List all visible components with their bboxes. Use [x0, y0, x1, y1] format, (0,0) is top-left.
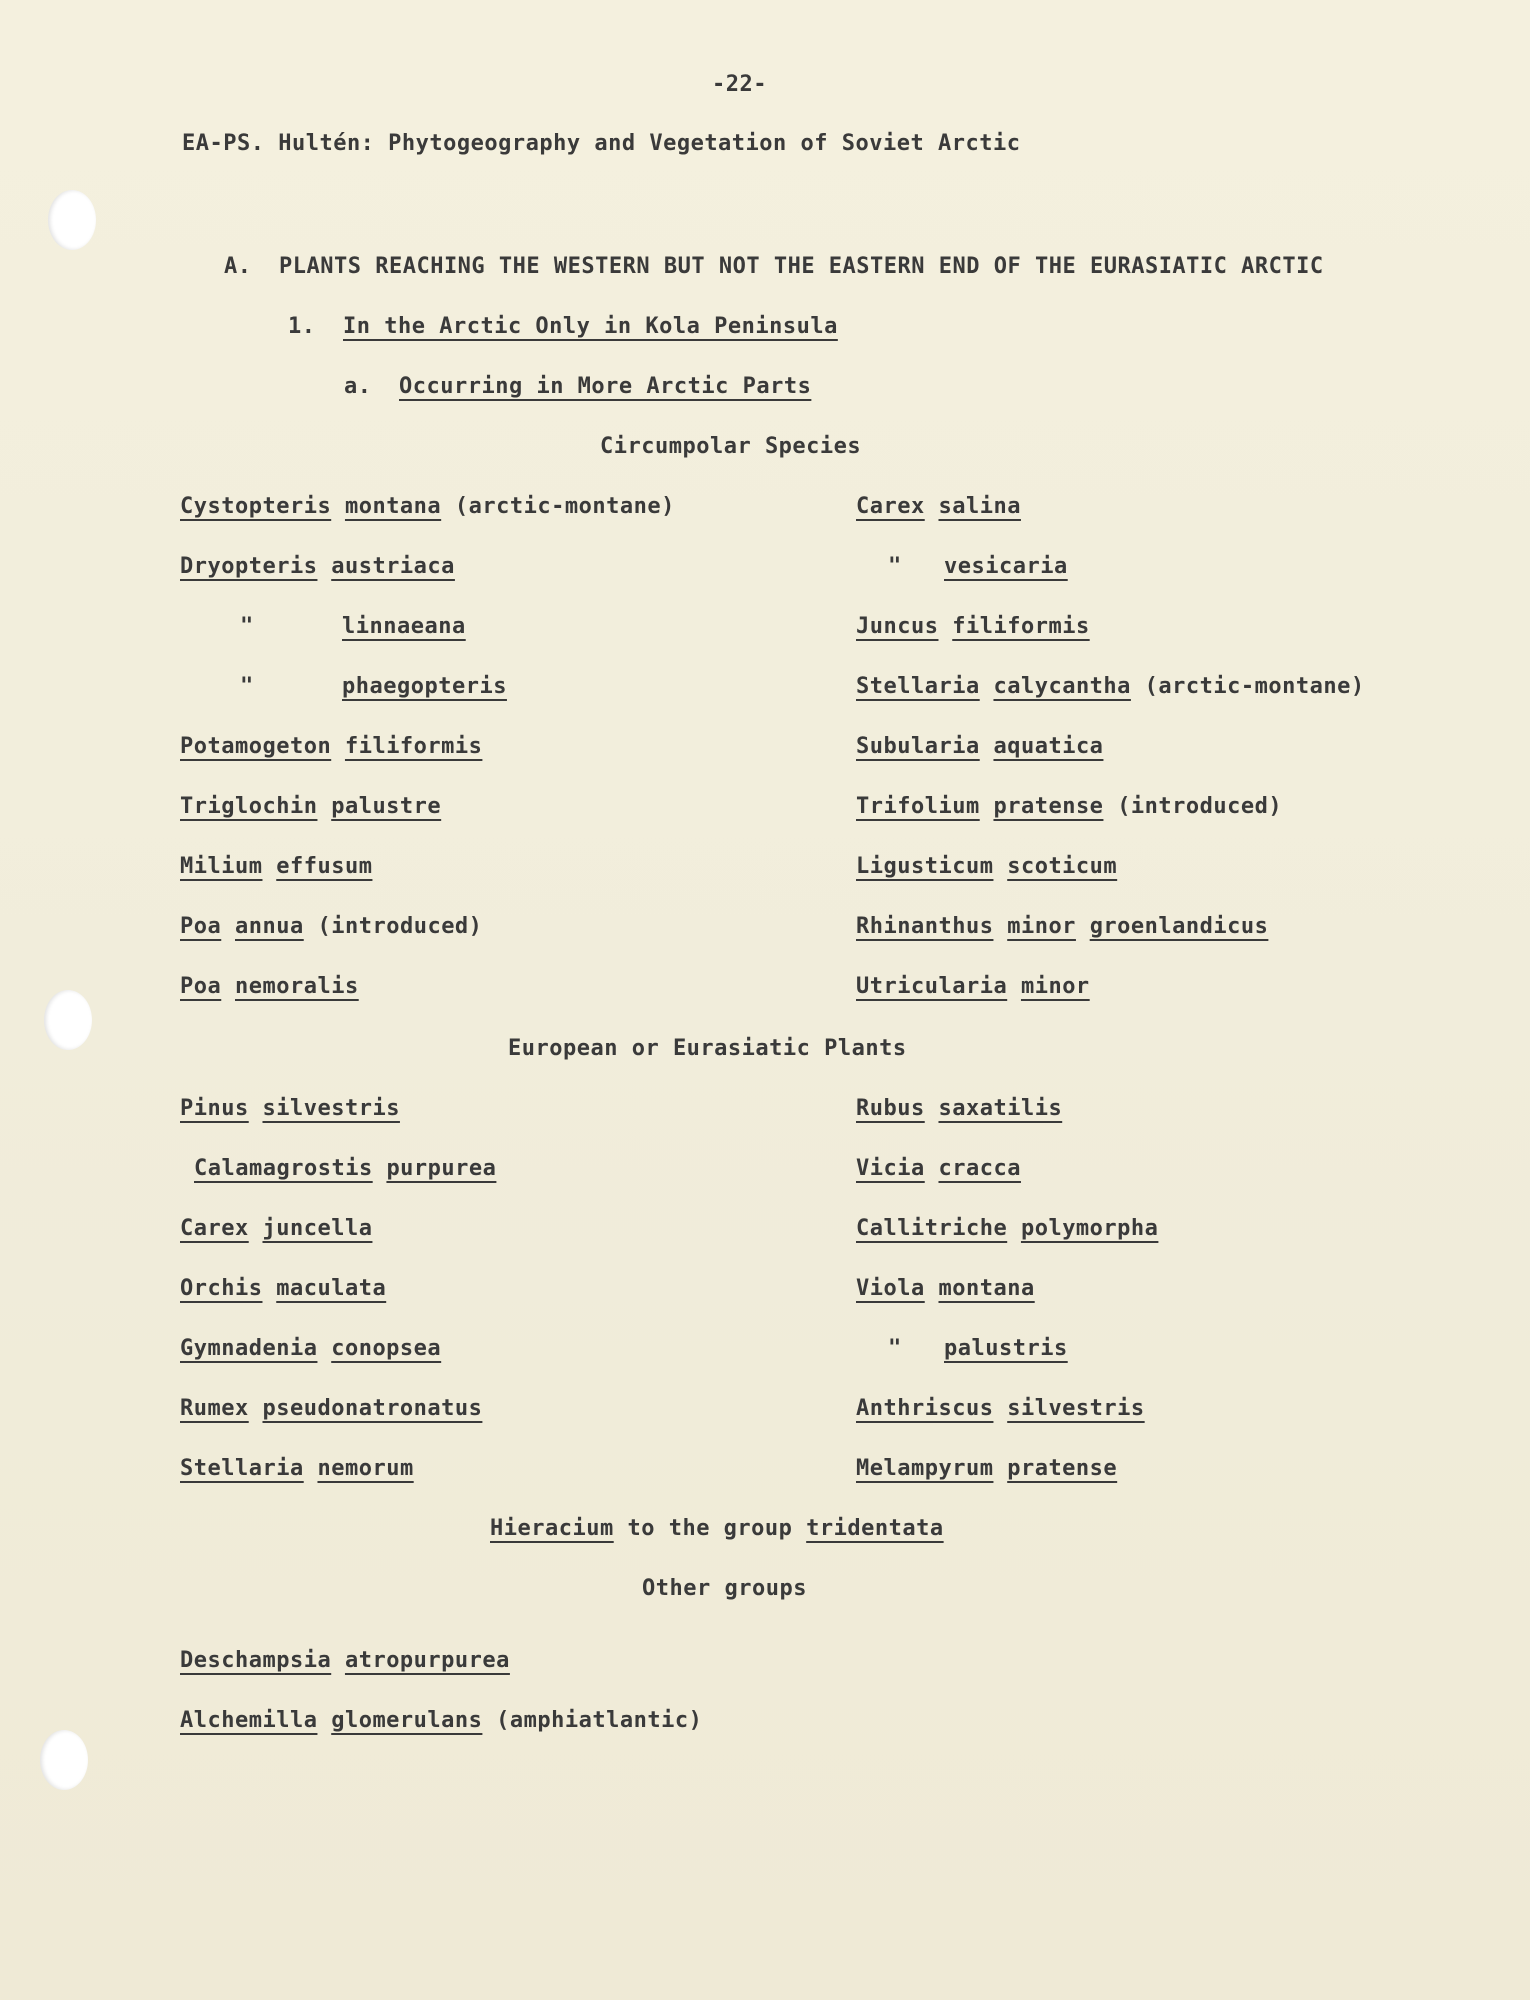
species-item: " palustris: [888, 1336, 1068, 1361]
subsubsection-title: Occurring in More Arctic Parts: [399, 374, 812, 399]
subsection-marker: 1.: [288, 314, 316, 339]
subsubsection-marker: a.: [344, 374, 372, 399]
species-item: Gymnadenia conopsea: [180, 1336, 442, 1361]
species-item: Callitriche polymorpha: [856, 1216, 1159, 1241]
species-item: Ligusticum scoticum: [856, 854, 1118, 879]
group-heading-hieracium: Hieracium to the group tridentata: [490, 1516, 944, 1541]
species-item: Deschampsia atropurpurea: [180, 1648, 510, 1673]
section-title: PLANTS REACHING THE WESTERN BUT NOT THE EASTERN END OF THE EURASIATIC ARCTIC: [279, 254, 1324, 279]
species-item: Carex juncella: [180, 1216, 373, 1241]
group-heading-other: Other groups: [642, 1576, 807, 1601]
document-header: EA-PS. Hultén: Phytogeography and Vegetation of Soviet Arctic: [182, 131, 1021, 156]
species-item: Subularia aquatica: [856, 734, 1104, 759]
species-item: Stellaria calycantha (arctic-montane): [856, 674, 1365, 699]
species-item: Potamogeton filiformis: [180, 734, 483, 759]
species-item: Dryopteris austriaca: [180, 554, 455, 579]
species-item: " linnaeana: [240, 614, 466, 639]
section-heading-a: [224, 254, 1324, 279]
species-item: Cystopteris montana (arctic-montane): [180, 494, 675, 519]
species-item: Utricularia minor: [856, 974, 1090, 999]
subsubsection-heading-a: [344, 374, 811, 399]
species-item: Triglochin palustre: [180, 794, 442, 819]
subsection-heading-1: [288, 314, 838, 339]
punch-hole-top: [48, 190, 96, 250]
species-item: " phaegopteris: [240, 674, 507, 699]
species-item: Melampyrum pratense: [856, 1456, 1118, 1481]
species-item: Rubus saxatilis: [856, 1096, 1063, 1121]
group-heading-circumpolar: Circumpolar Species: [600, 434, 862, 459]
species-item: Vicia cracca: [856, 1156, 1021, 1181]
species-item: Viola montana: [856, 1276, 1035, 1301]
species-item: " vesicaria: [888, 554, 1068, 579]
species-item: Milium effusum: [180, 854, 373, 879]
species-item: Stellaria nemorum: [180, 1456, 414, 1481]
species-item: Anthriscus silvestris: [856, 1396, 1145, 1421]
species-item: Rhinanthus minor groenlandicus: [856, 914, 1269, 939]
species-item: Orchis maculata: [180, 1276, 387, 1301]
punch-hole-middle: [44, 990, 92, 1050]
species-item: Alchemilla glomerulans (amphiatlantic): [180, 1708, 703, 1733]
section-marker: A.: [224, 254, 252, 279]
species-item: Trifolium pratense (introduced): [856, 794, 1283, 819]
species-item: Juncus filiformis: [856, 614, 1090, 639]
species-item: Calamagrostis purpurea: [194, 1156, 497, 1181]
subsection-title: In the Arctic Only in Kola Peninsula: [343, 314, 838, 339]
page-number: -22-: [712, 72, 767, 97]
species-item: Pinus silvestris: [180, 1096, 400, 1121]
species-item: Poa nemoralis: [180, 974, 359, 999]
punch-hole-bottom: [40, 1730, 88, 1790]
group-heading-european: European or Eurasiatic Plants: [508, 1036, 907, 1061]
species-item: Poa annua (introduced): [180, 914, 483, 939]
species-item: Carex salina: [856, 494, 1021, 519]
species-item: Rumex pseudonatronatus: [180, 1396, 483, 1421]
